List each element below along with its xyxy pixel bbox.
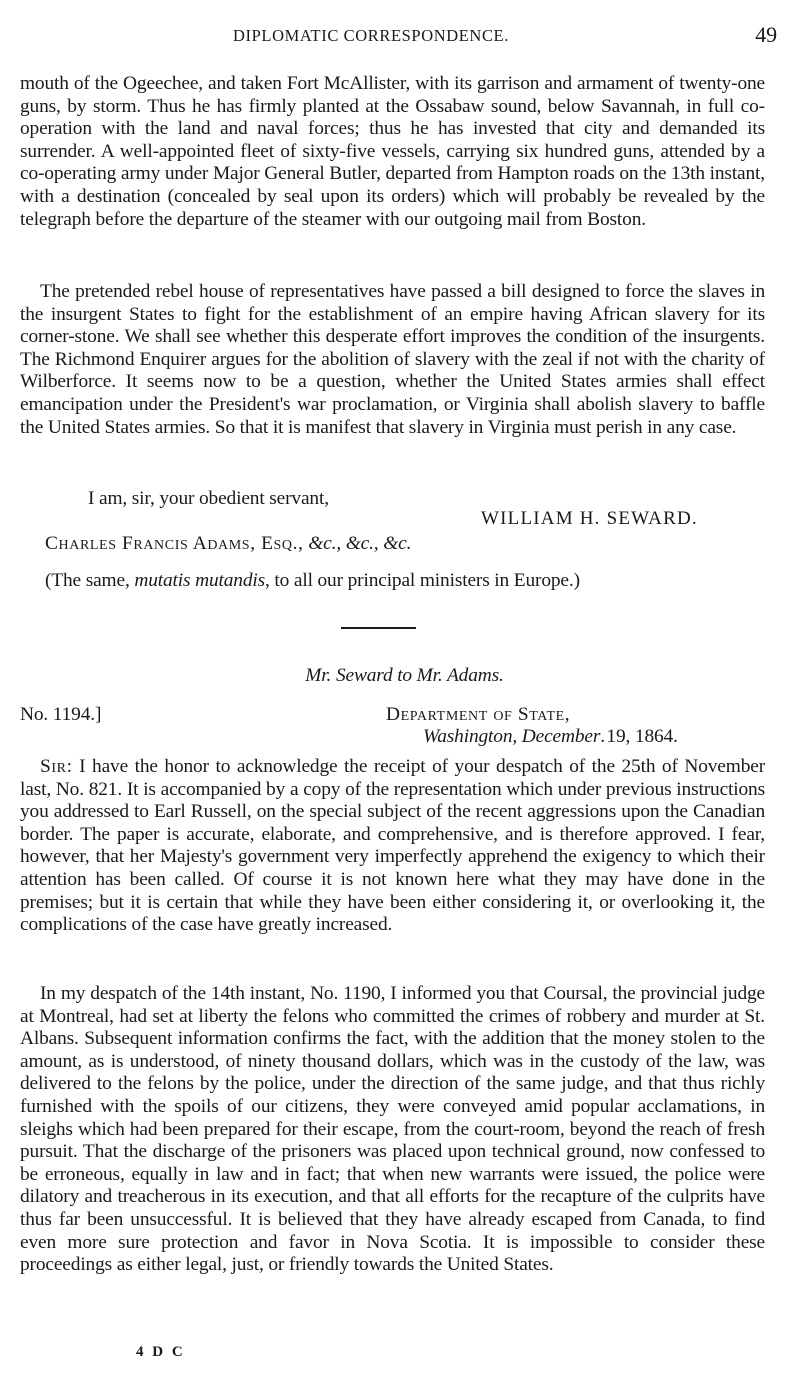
addressee-name: Charles Francis Adams, Esq., — [45, 533, 304, 554]
salutation: Sir: — [40, 756, 73, 777]
dateline-date: 19, 1864. — [606, 726, 678, 747]
running-title: DIPLOMATIC CORRESPONDENCE. — [233, 26, 509, 45]
note-open: (The same, — [45, 570, 135, 591]
department-name: Department of State, — [386, 704, 571, 725]
page-number: 49 — [755, 22, 777, 47]
paragraph-letter1-1: mouth of the Ogeechee, and taken Fort McAllister, with its garrison and armament of twenty-one guns, by storm. Thus he has firmly planted at the Ossabaw sound, below Savannah, in full co-operation with the land and naval forces; thus he has invested that city and demanded its surrender. A well-appointed fleet of sixty-five vessels, carrying six hundred guns, attended by a co-operating army under Major General Butler, departed from Hampton roads on the 13th instant, with a destination (concealed by seal upon its orders) which will probably be revealed by the telegraph before the departure of the steamer with our outgoing mail from Boston. — [20, 73, 765, 230]
paragraph-letter2-2-text: In my despatch of the 14th instant, No. 1190, I informed you that Coursal, the provincial judge at Montreal, had set at liberty the felons who committed the crimes of robbery and murder at St. Albans. Subsequent information confirms the fact, with the addition that the money stolen to the amount, as is understood, of ninety thousand dollars, which was in the custody of the law, was delivered to the felons by the police, under the direction of the same judge, and that thus richly furnished with the spoils of our citizens, they were conveyed amid popular acclamations, in sleighs which had been prepared for their escape, from the court-room, beyond the reach of fresh pursuit. That the discharge of the prisoners was placed upon technical ground, now confessed to be erroneous, equally in law and in fact; that when new warrants were issued, the police were dilatory and treacherous in its execution, and that all efforts for the recapture of the culprits have thus far been unsuccessful. It is believed that they have already escaped from Canada, to find even more sure protection and favor in Nova Scotia. It is impossible to consider these proceedings as either legal, just, or friendly towards the United States. — [20, 983, 765, 1276]
letter-heading: Mr. Seward to Mr. Adams. — [305, 665, 504, 686]
paragraph-letter2-1 — [20, 756, 765, 937]
section-divider — [341, 627, 416, 629]
note-close: , to all our principal ministers in Europe.) — [265, 570, 580, 591]
despatch-number: No. 1194.] — [20, 704, 102, 725]
addressee-etc: &c., &c., &c. — [308, 533, 412, 554]
circular-note — [45, 570, 580, 592]
signature-mark: 4 D C — [136, 1344, 186, 1360]
signature: WILLIAM H. SEWARD. — [481, 508, 698, 529]
paragraph-letter1-2-text: The pretended rebel house of representatives have passed a bill designed to force the slaves in the insurgent States to fight for the establishment of an empire having African slavery for its corner-stone. We shall see whether this desperate effort improves the condition of the insurgents. The Richmond Enquirer argues for the abolition of slavery with the zeal if not with the charity of Wilberforce. It seems now to be a question, whether the United States armies shall effect emancipation under the President's war proclamation, or Virginia shall abolish slavery to baffle the United States armies. So that it is manifest that slavery in Virginia must perish in any case. — [20, 281, 765, 438]
page-header — [0, 22, 809, 52]
paragraph-letter1-2 — [20, 281, 765, 439]
dateline: Washington, December. 19, 1864. — [423, 726, 678, 747]
closing-line: I am, sir, your obedient servant, — [88, 488, 329, 509]
paragraph-letter2-2 — [20, 983, 765, 1277]
addressee — [45, 533, 411, 555]
dateline-place: Washington, December — [423, 726, 601, 747]
paragraph-letter2-1-text: I have the honor to acknowledge the receipt of your despatch of the 25th of November last, No. 821. It is accompanied by a copy of the representation which under previous instructions you addressed to Earl Russell, on the special subject of the recent aggressions upon the Canadian border. The paper is accurate, elaborate, and comprehensive, and is therefore approved. I fear, however, that her Majesty's government very imperfectly apprehend the exigency to which their attention has been called. Of course it is not known here what they may have done in the premises; but it is certain that while they have been either considering it, or overlooking it, the complications of the case have greatly increased. — [20, 756, 765, 936]
note-italic: mutatis mutandis — [134, 570, 265, 591]
